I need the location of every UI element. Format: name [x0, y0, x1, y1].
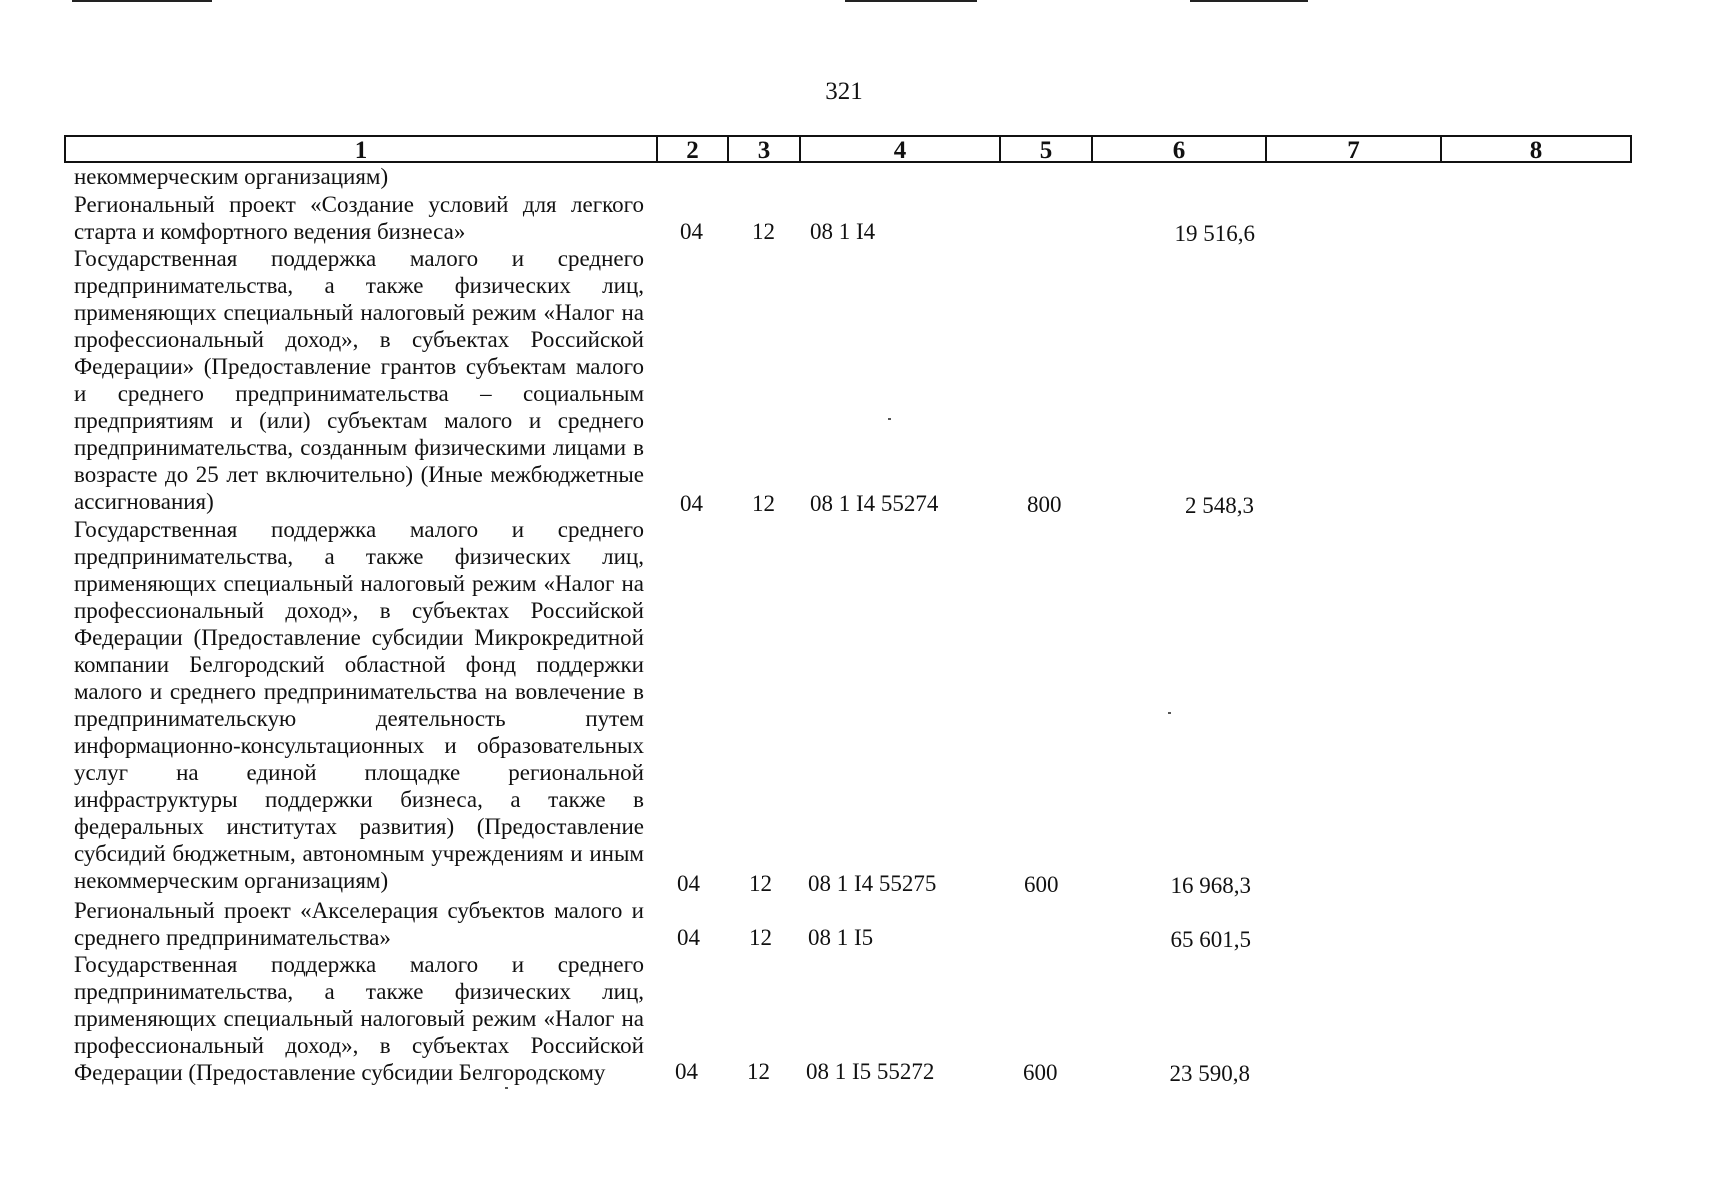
table-cell-amount: 65 601,5	[1170, 927, 1251, 952]
table-cell-amount: 19 516,6	[1174, 221, 1255, 246]
table-row-description: некоммерческим организациям)	[74, 164, 389, 189]
table-cell-subsection: 12	[752, 491, 775, 516]
table-cell-subsection: 12	[749, 925, 772, 950]
table-cell-subsection: 12	[747, 1059, 770, 1084]
table-cell-section: 04	[680, 491, 703, 516]
page-number: 321	[825, 78, 863, 105]
column-header: 6	[1093, 137, 1267, 161]
table-cell-subsection: 12	[752, 219, 775, 244]
table-cell-expense-type: 600	[1024, 872, 1059, 897]
table-cell-section: 04	[680, 219, 703, 244]
scan-speck	[888, 418, 891, 420]
column-header: 8	[1529, 137, 1543, 164]
table-cell-target-code: 08 1 I4	[810, 219, 876, 244]
table-cell-expense-type: 800	[1027, 492, 1062, 517]
column-header: 5	[1001, 137, 1093, 161]
table-row-description: Государственная поддержка малого и среднего предпринимательства, а также физических лиц, применяющих специальный налоговый режим «Налог на профессиональный доход», в субъектах Российской Федерации (Предоставление субсидии Белгородскому	[74, 952, 644, 1085]
table-cell-target-code: 08 1 I5	[808, 925, 874, 950]
table-cell-amount: 23 590,8	[1169, 1061, 1250, 1086]
table-row-description: Региональный проект «Создание условий для легкого старта и комфортного ведения бизнеса»	[74, 192, 644, 244]
column-header: 7	[1267, 137, 1442, 161]
table-cell-target-code: 08 1 I5 55272	[806, 1059, 935, 1084]
table-header	[64, 135, 1632, 163]
scan-speck	[1168, 712, 1171, 714]
table-cell-amount: 2 548,3	[1185, 493, 1254, 518]
column-header: 2	[658, 137, 729, 161]
table-row-description: Государственная поддержка малого и среднего предпринимательства, а также физических лиц, применяющих специальный налоговый режим «Налог на профессиональный доход», в субъектах Российской Федерации (Предоставление субсидии Микрокредитной компании Белгородский областной фонд поддержки малого и среднего предпринимательства на вовлечение в предпринимательскую деятельность путем информационно-консультационных и образовательных услуг на единой площадке региональной инфраструктуры поддержки бизнеса, а также в федеральных институтах развития) (Предоставление субсидий бюджетным, автономным учреждениям и иным некоммерческим организациям)	[74, 517, 644, 893]
scan-edge-line	[845, 0, 977, 2]
table-row-description: Региональный проект «Акселерация субъектов малого и среднего предпринимательства»	[74, 898, 644, 950]
scan-edge-line	[72, 0, 212, 2]
column-header: 1	[66, 137, 658, 161]
table-cell-subsection: 12	[749, 871, 772, 896]
table-cell-target-code: 08 1 I4 55274	[810, 491, 939, 516]
table-cell-section: 04	[677, 871, 700, 896]
column-header: 3	[729, 137, 801, 161]
table-cell-amount: 16 968,3	[1170, 873, 1251, 898]
table-cell-target-code: 08 1 I4 55275	[808, 871, 937, 896]
scan-speck	[505, 1087, 508, 1089]
table-cell-section: 04	[675, 1059, 698, 1084]
scan-edge-line	[1190, 0, 1308, 2]
table-cell-section: 04	[677, 925, 700, 950]
table-row-description: Государственная поддержка малого и среднего предпринимательства, а также физических лиц, применяющих специальный налоговый режим «Налог на профессиональный доход», в субъектах Российской Федерации» (Предоставление грантов субъектам малого и среднего предпринимательства – социальным предприятиям и (или) субъектам малого и среднего предпринимательства, созданным физическими лицами в возрасте до 25 лет включительно) (Иные межбюджетные ассигнования)	[74, 246, 644, 514]
table-cell-expense-type: 600	[1023, 1060, 1058, 1085]
column-header: 4	[801, 137, 1001, 161]
